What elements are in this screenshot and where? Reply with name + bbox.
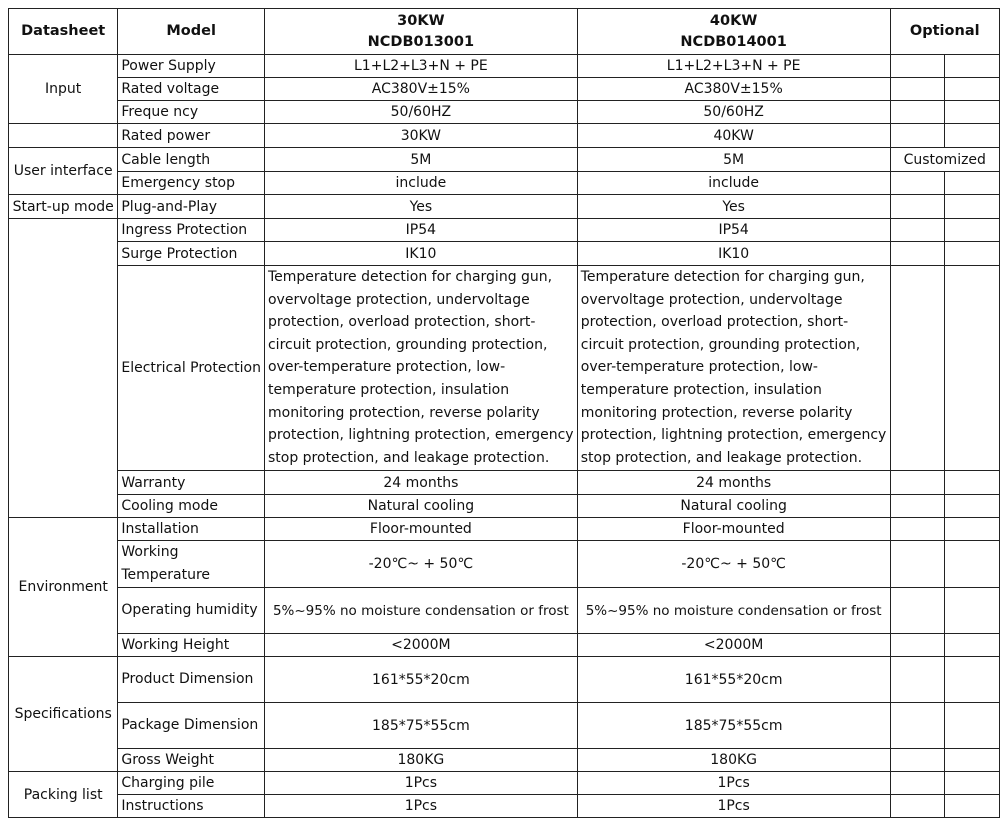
optional-cell (945, 495, 1000, 518)
table-row (9, 78, 1000, 101)
value-40kw: 185*75*55cm (577, 703, 890, 749)
row-label: Gross Weight (118, 749, 265, 772)
value-30kw: Natural cooling (264, 495, 577, 518)
row-label: Installation (118, 518, 265, 541)
category-specifications: Specifications (9, 657, 118, 772)
row-label: Cable length (118, 148, 265, 172)
value-40kw: Natural cooling (577, 495, 890, 518)
value-40kw: 5M (577, 148, 890, 172)
optional-cell (890, 703, 945, 749)
row-label: Working Temperature (118, 541, 265, 588)
value-40kw: -20℃~ + 50℃ (577, 541, 890, 588)
category-user-interface: User interface (9, 148, 118, 195)
value-40kw: 5%~95% no moisture condensation or frost (577, 588, 890, 634)
optional-cell (945, 55, 1000, 78)
table-row (9, 588, 1000, 634)
optional-cell (890, 55, 945, 78)
table-row (9, 703, 1000, 749)
optional-cell (890, 749, 945, 772)
table-row (9, 148, 1000, 172)
optional-cell (945, 749, 1000, 772)
value-40kw: Temperature detection for charging gun, overvoltage protection, undervoltage protection, overload protection, short-circuit protection, grounding protection, over-temperature protection, low-temperature protection, insulation monitoring protection, reverse polarity protection, lightning protection, emergency stop protection, and leakage protection. (577, 266, 890, 471)
table-row (9, 471, 1000, 495)
optional-cell (890, 588, 945, 634)
value-30kw: 1Pcs (264, 795, 577, 818)
value-40kw: 180KG (577, 749, 890, 772)
value-30kw: 50/60HZ (264, 101, 577, 124)
optional-cell (945, 703, 1000, 749)
value-40kw: 40KW (577, 124, 890, 148)
row-label: Ingress Protection (118, 219, 265, 242)
optional-cell (945, 657, 1000, 703)
model-40kw-code: NCDB014001 (680, 33, 787, 50)
table-row (9, 541, 1000, 588)
row-label: Rated voltage (118, 78, 265, 101)
category-startup-mode: Start-up mode (9, 195, 118, 219)
row-label: Freque ncy (118, 101, 265, 124)
model-header: Model (118, 9, 265, 55)
optional-cell (890, 242, 945, 266)
value-40kw: include (577, 172, 890, 195)
value-30kw: 185*75*55cm (264, 703, 577, 749)
value-40kw: L1+L2+L3+N + PE (577, 55, 890, 78)
value-30kw: L1+L2+L3+N + PE (264, 55, 577, 78)
optional-cell (945, 101, 1000, 124)
table-row (9, 172, 1000, 195)
datasheet-header: Datasheet (9, 9, 118, 55)
optional-cell (945, 588, 1000, 634)
table-row (9, 749, 1000, 772)
optional-cell (945, 242, 1000, 266)
optional-cell (890, 266, 945, 471)
row-label: Rated power (118, 124, 265, 148)
optional-cell (890, 219, 945, 242)
value-30kw: 5%~95% no moisture condensation or frost (264, 588, 577, 634)
optional-cell (890, 634, 945, 657)
value-40kw: Yes (577, 195, 890, 219)
table-row (9, 124, 1000, 148)
row-label: Cooling mode (118, 495, 265, 518)
row-label: Product Dimension (118, 657, 265, 703)
table-row (9, 518, 1000, 541)
model-40kw-header (577, 9, 890, 55)
optional-cell (890, 471, 945, 495)
table-row (9, 266, 1000, 471)
row-label: Warranty (118, 471, 265, 495)
row-label: Surge Protection (118, 242, 265, 266)
optional-cell (945, 266, 1000, 471)
optional-cell (890, 495, 945, 518)
table-row (9, 101, 1000, 124)
table-row (9, 495, 1000, 518)
table-row (9, 795, 1000, 818)
category-empty (9, 124, 118, 148)
value-40kw: 161*55*20cm (577, 657, 890, 703)
model-30kw-header (264, 9, 577, 55)
category-packing-list: Packing list (9, 772, 118, 818)
model-30kw-code: NCDB013001 (367, 33, 475, 50)
row-label: Charging pile (118, 772, 265, 795)
optional-cell (890, 172, 945, 195)
table-row (9, 772, 1000, 795)
value-30kw: 5M (264, 148, 577, 172)
optional-cell (890, 541, 945, 588)
row-label: Instructions (118, 795, 265, 818)
optional-cell (945, 541, 1000, 588)
category-input: Input (9, 55, 118, 124)
datasheet-table (8, 8, 1000, 818)
table-row (9, 219, 1000, 242)
value-30kw: 161*55*20cm (264, 657, 577, 703)
row-label: Working Height (118, 634, 265, 657)
value-30kw: Yes (264, 195, 577, 219)
table-row (9, 55, 1000, 78)
value-30kw: AC380V±15% (264, 78, 577, 101)
value-40kw: Floor-mounted (577, 518, 890, 541)
value-30kw: Temperature detection for charging gun, overvoltage protection, undervoltage protection, overload protection, short-circuit protection, grounding protection, over-temperature protection, low-temperature protection, insulation monitoring protection, reverse polarity protection, lightning protection, emergency stop protection, and leakage protection. (264, 266, 577, 471)
value-40kw: AC380V±15% (577, 78, 890, 101)
optional-cell (890, 124, 945, 148)
value-40kw: <2000M (577, 634, 890, 657)
value-40kw: 50/60HZ (577, 101, 890, 124)
category-environment: Environment (9, 518, 118, 657)
model-40kw-title: 40KW (709, 12, 758, 29)
value-40kw: IP54 (577, 219, 890, 242)
row-label: Operating humidity (118, 588, 265, 634)
optional-cell (890, 195, 945, 219)
row-label: Emergency stop (118, 172, 265, 195)
value-30kw: 180KG (264, 749, 577, 772)
optional-cell (945, 471, 1000, 495)
value-30kw: -20℃~ + 50℃ (264, 541, 577, 588)
table-row (9, 242, 1000, 266)
optional-cell (890, 657, 945, 703)
model-30kw-title: 30KW (397, 12, 445, 29)
value-30kw: 24 months (264, 471, 577, 495)
optional-cell (945, 795, 1000, 818)
value-40kw: 1Pcs (577, 772, 890, 795)
optional-cell (945, 172, 1000, 195)
header-row (9, 9, 1000, 55)
optional-cell (945, 634, 1000, 657)
row-label: Package Dimension (118, 703, 265, 749)
category-empty (9, 219, 118, 518)
table-row (9, 195, 1000, 219)
row-label: Power Supply (118, 55, 265, 78)
value-30kw: 30KW (264, 124, 577, 148)
value-30kw: IP54 (264, 219, 577, 242)
optional-cell (890, 518, 945, 541)
optional-cell (945, 195, 1000, 219)
value-30kw: include (264, 172, 577, 195)
optional-customized: Customized (890, 148, 999, 172)
value-30kw: Floor-mounted (264, 518, 577, 541)
value-40kw: IK10 (577, 242, 890, 266)
value-30kw: <2000M (264, 634, 577, 657)
optional-cell (890, 101, 945, 124)
optional-cell (945, 219, 1000, 242)
value-30kw: 1Pcs (264, 772, 577, 795)
value-40kw: 1Pcs (577, 795, 890, 818)
optional-cell (945, 772, 1000, 795)
table-row (9, 657, 1000, 703)
optional-cell (890, 78, 945, 101)
row-label: Electrical Protection (118, 266, 265, 471)
optional-cell (890, 772, 945, 795)
value-40kw: 24 months (577, 471, 890, 495)
row-label: Plug-and-Play (118, 195, 265, 219)
value-30kw: IK10 (264, 242, 577, 266)
table-row (9, 634, 1000, 657)
optional-header: Optional (890, 9, 999, 55)
optional-cell (890, 795, 945, 818)
optional-cell (945, 518, 1000, 541)
optional-cell (945, 78, 1000, 101)
optional-cell (945, 124, 1000, 148)
